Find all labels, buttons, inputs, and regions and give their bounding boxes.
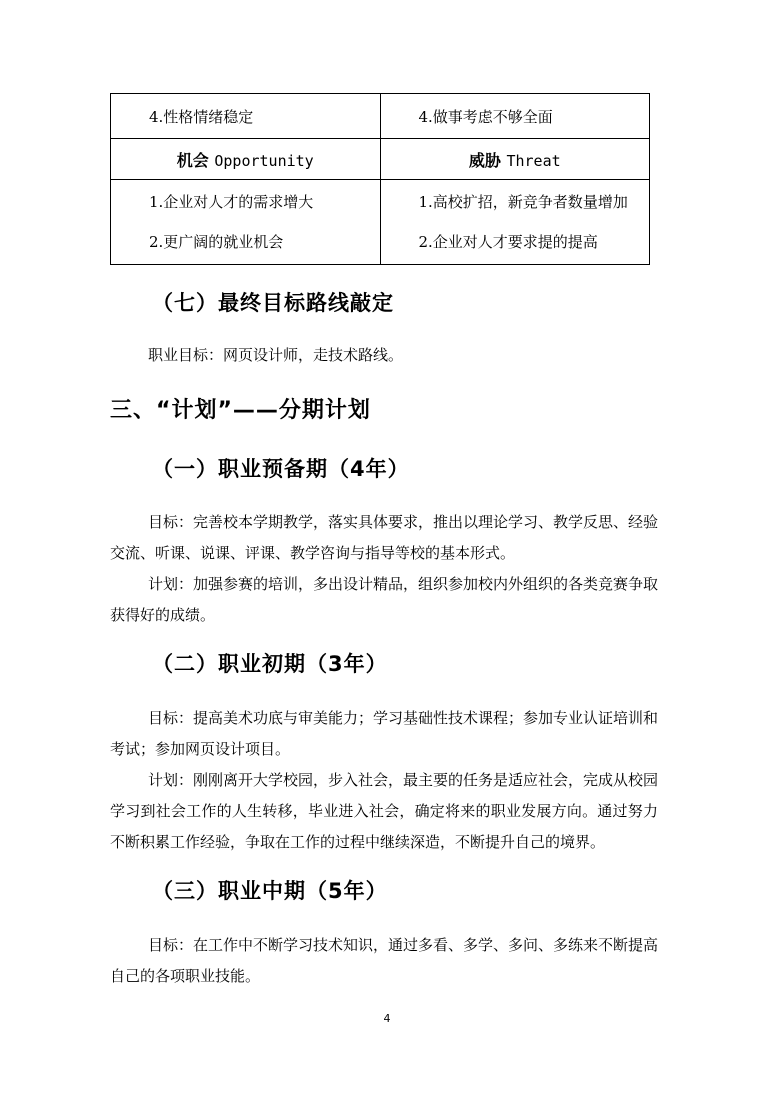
strength-cell [111, 94, 381, 139]
opportunity-header [111, 139, 381, 180]
strength-item: 4.性格情绪稳定 [149, 107, 254, 126]
phase-2-plan: 计划：刚刚离开大学校园，步入社会，最主要的任务是适应社会，完成从校园学习到社会工作的人生转移，毕业进入社会，确定将来的职业发展方向。通过努力不断积累工作经验，争取在工作的过程中继续深造，不断提升自己的境界。 [110, 771, 659, 851]
phase-1-goal: 目标：完善校本学期教学，落实具体要求，推出以理论学习、教学反思、经验交流、听课、说课、评课、教学咨询与指导等校的基本形式。 [110, 513, 659, 562]
opportunity-item: 2.更广阔的就业机会 [149, 233, 284, 252]
opportunity-cell [111, 180, 381, 265]
threat-header-en: Threat [506, 151, 561, 170]
threat-item: 2.企业对人才要求提的提高 [418, 233, 598, 252]
threat-list [381, 182, 650, 262]
opportunity-item: 1.企业对人才的需求增大 [149, 193, 314, 212]
section-7-heading: （七）最终目标路线敲定 [152, 291, 394, 315]
threat-header-zh: 威胁 [468, 150, 501, 170]
phase-1-heading: （一）职业预备期（4年） [152, 457, 410, 481]
weakness-item: 4.做事考虑不够全面 [418, 107, 553, 126]
phase-2-heading: （二）职业初期（3年） [152, 652, 388, 676]
opportunity-header-zh: 机会 [176, 150, 209, 170]
part-3-heading: 三、“计划”——分期计划 [110, 398, 371, 423]
phase-1-plan: 计划：加强参赛的培训，多出设计精品，组织参加校内外组织的各类竞赛争取获得好的成绩。 [110, 575, 659, 624]
weakness-cell [380, 94, 650, 139]
threat-item: 1.高校扩招，新竞争者数量增加 [418, 193, 628, 212]
phase-2-goal: 目标：提高美术功底与审美能力；学习基础性技术课程；参加专业认证培训和考试；参加网页设计项目。 [110, 709, 659, 758]
swot-table [110, 93, 650, 265]
opportunity-list [111, 182, 380, 262]
opportunity-header-en: Opportunity [214, 151, 314, 170]
section-7-text: 职业目标：网页设计师，走技术路线。 [148, 346, 404, 364]
threat-header [380, 139, 650, 180]
threat-cell [380, 180, 650, 265]
phase-3-heading: （三）职业中期（5年） [152, 879, 388, 903]
phase-3-goal: 目标：在工作中不断学习技术知识，通过多看、多学、多问、多练来不断提高自己的各项职业技能。 [110, 936, 659, 985]
page-number: 4 [383, 1012, 391, 1025]
